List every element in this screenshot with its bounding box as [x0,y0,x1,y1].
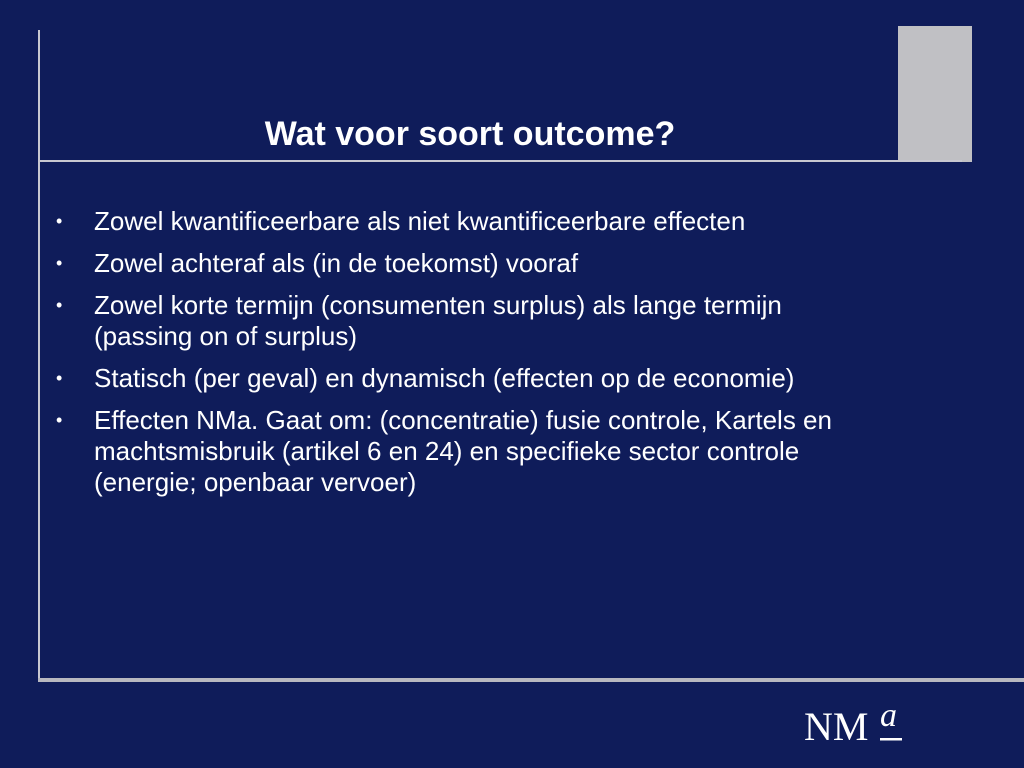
bullet-icon: • [56,253,63,273]
bullet-item [56,248,856,279]
bullet-text: Statisch (per geval) en dynamisch (effecten op de economie) [94,363,795,393]
footer-divider [38,678,1024,682]
bullet-icon: • [56,295,63,315]
bullet-item [56,290,856,352]
corner-accent-box [898,26,972,162]
bullet-text: Effecten NMa. Gaat om: (concentratie) fusie controle, Kartels en machtsmisbruik (artikel 6 en 24) en specifieke sector controle (energie; openbaar vervoer) [94,405,832,497]
logo-superscript-text: a [880,698,897,734]
bullet-item [56,363,856,394]
logo-underline [880,738,902,741]
logo-main-text: NM [804,704,869,749]
title-divider [38,160,962,162]
bullet-text: Zowel achteraf als (in de toekomst) vooraf [94,248,579,278]
slide-title: Wat voor soort outcome? [264,115,676,153]
bullet-icon: • [56,211,63,231]
bullet-icon: • [56,410,63,430]
bullet-item [56,405,856,498]
nma-logo-icon [804,698,914,750]
bullet-item [56,206,856,237]
bullet-list [56,206,856,509]
bullet-text: Zowel kwantificeerbare als niet kwantificeerbare effecten [94,206,746,236]
bullet-text: Zowel korte termijn (consumenten surplus) als lange termijn (passing on of surplus) [94,290,782,351]
bullet-icon: • [56,368,63,388]
